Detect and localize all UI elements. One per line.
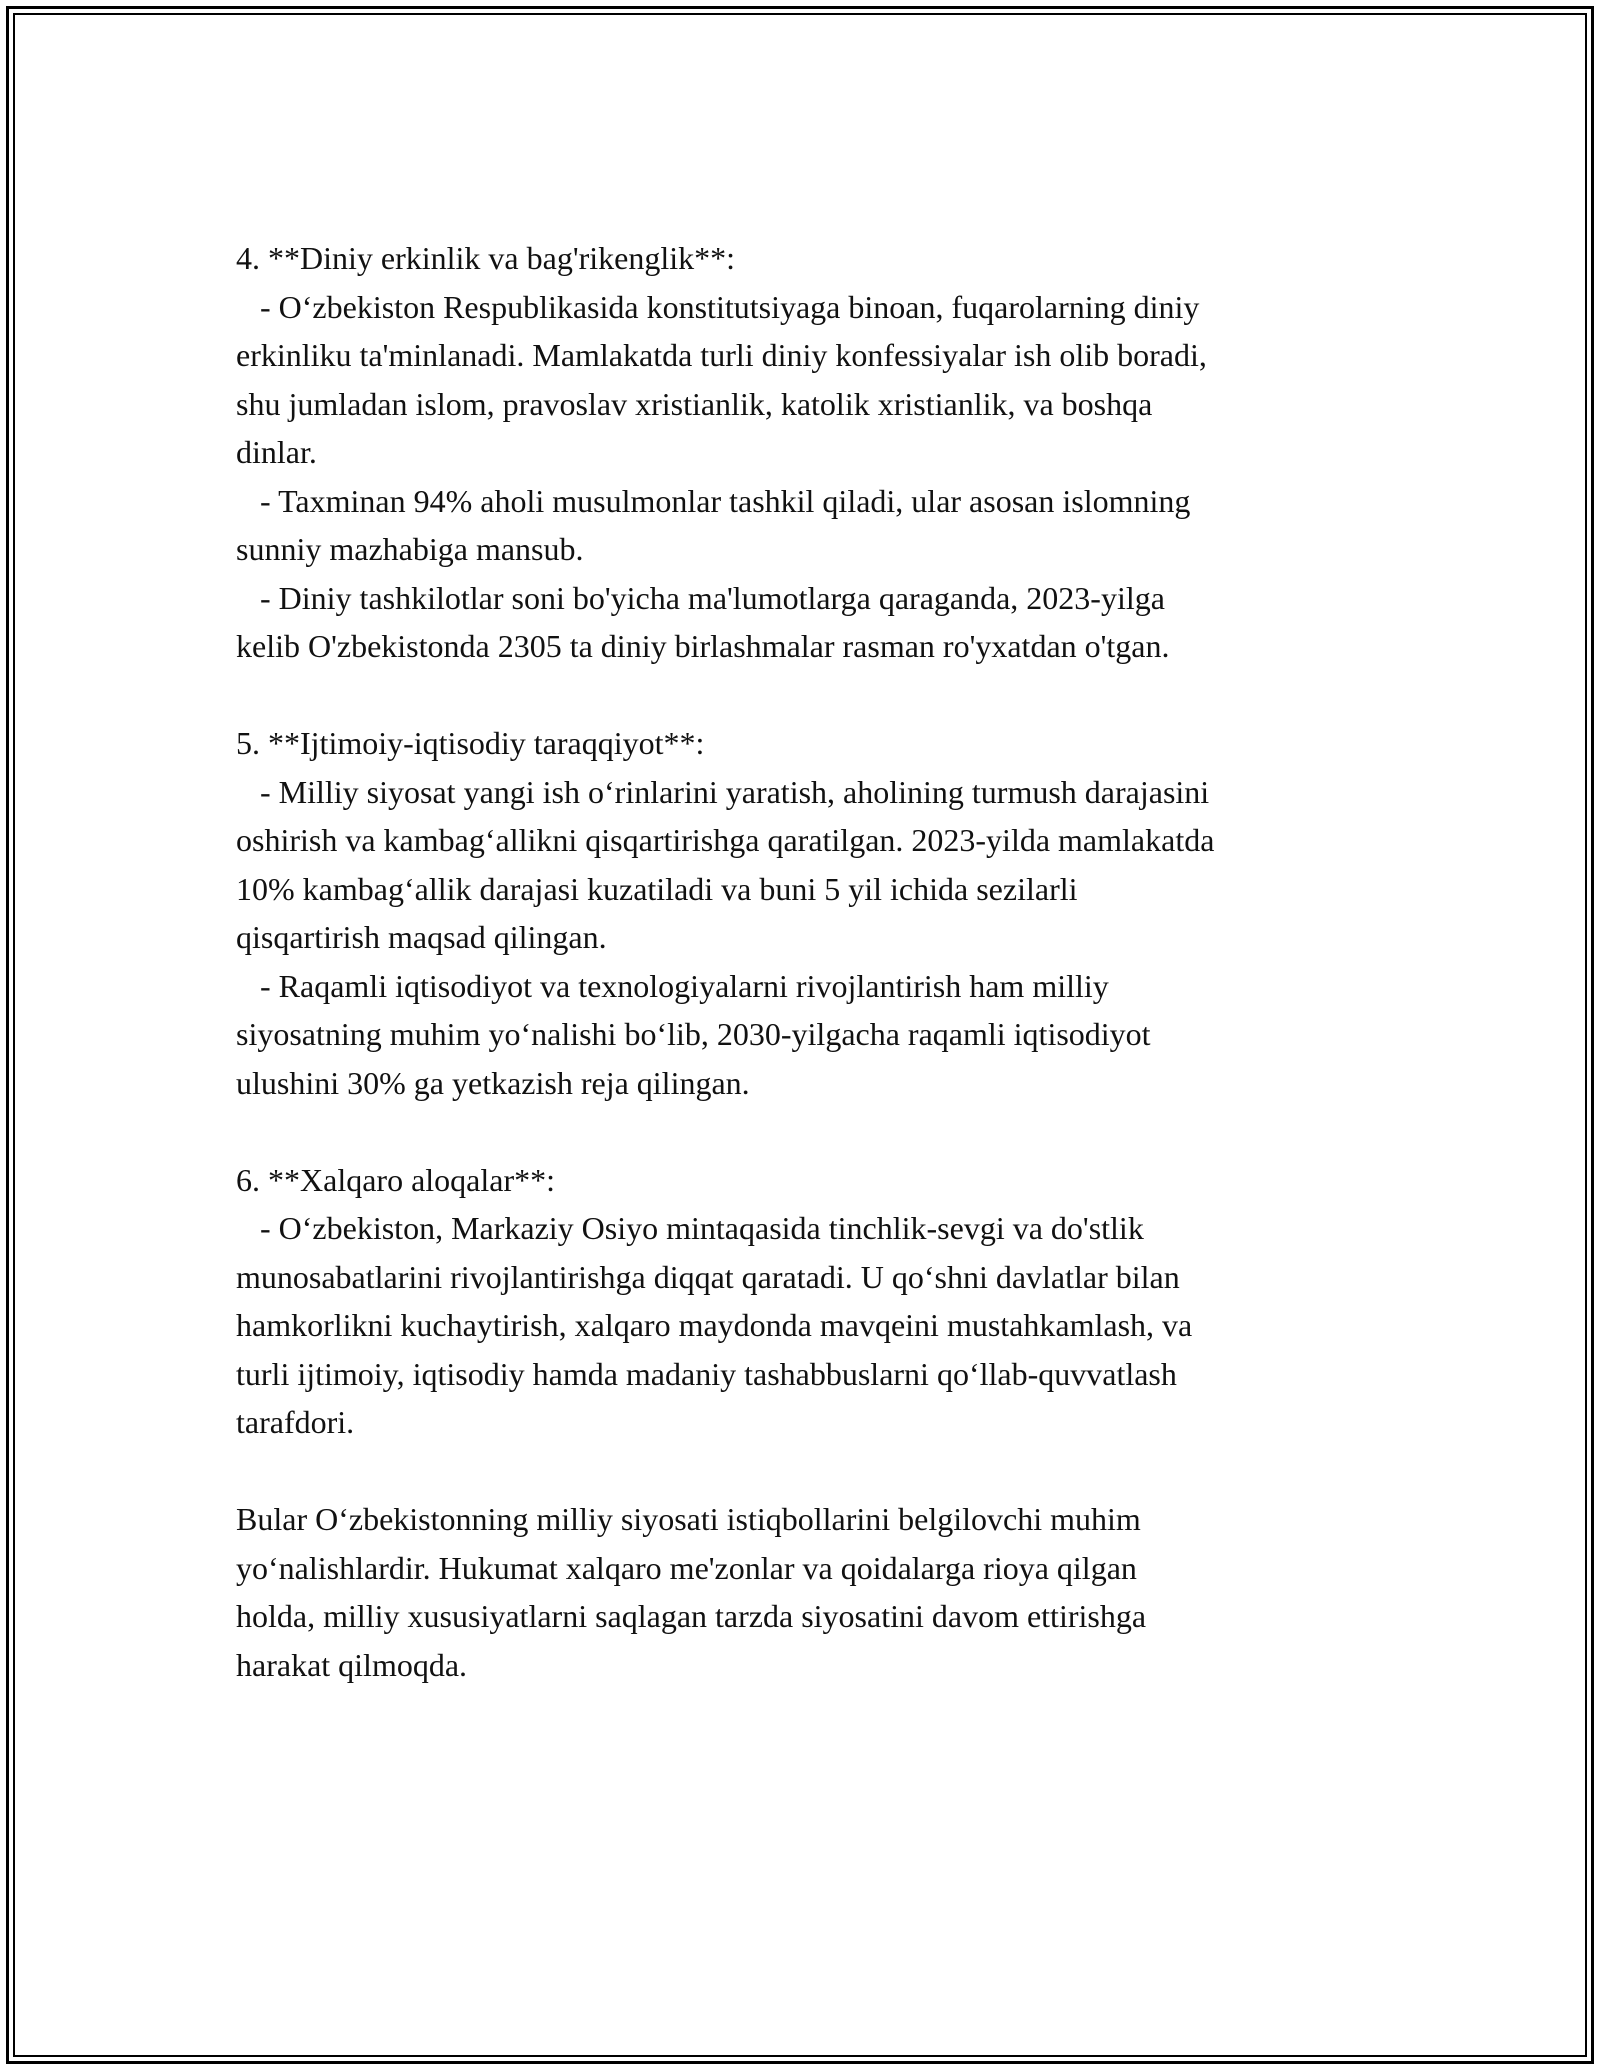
document-body [236, 234, 1376, 1689]
section-heading: 6. **Xalqaro aloqalar**: [236, 1161, 555, 1198]
paragraph-line: - Diniy tashkilotlar soni bo'yicha ma'lumotlarga qaraganda, 2023-yilga [236, 579, 1165, 616]
paragraph-line: - O‘zbekiston Respublikasida konstitutsiyaga binoan, fuqarolarning diniy [236, 288, 1200, 325]
section-socioeconomic [236, 719, 1376, 1107]
paragraph-line: erkinliku ta'minlanadi. Mamlakatda turli diniy konfessiyalar ish olib boradi, [236, 337, 1207, 373]
paragraph-line: holda, milliy xususiyatlarni saqlagan tarzda siyosatini davom ettirishga [236, 1598, 1147, 1634]
paragraph-line: turli ijtimoiy, iqtisodiy hamda madaniy tashabbuslarni qo‘llab-quvvatlash [236, 1355, 1177, 1392]
paragraph-line: - Milliy siyosat yangi ish o‘rinlarini yaratish, aholining turmush darajasini [236, 773, 1210, 810]
paragraph-line: hamkorlikni kuchaytirish, xalqaro maydonda mavqeini mustahkamlash, va [236, 1307, 1193, 1343]
section-international-relations [236, 1156, 1376, 1447]
paragraph-line: harakat qilmoqda. [236, 1646, 468, 1683]
paragraph-line: - Taxminan 94% aholi musulmonlar tashkil qiladi, ular asosan islomning [236, 482, 1191, 519]
paragraph-gap [236, 1447, 1376, 1496]
section-heading: 4. **Diniy erkinlik va bag'rikenglik**: [236, 240, 736, 276]
paragraph-line: 10% kambag‘allik darajasi kuzatiladi va buni 5 yil ichida sezilarli [236, 870, 1078, 907]
section-religious-freedom [236, 234, 1376, 671]
paragraph-gap [236, 1107, 1376, 1156]
paragraph-line: Bular O‘zbekistonning milliy siyosati istiqbollarini belgilovchi muhim [236, 1501, 1141, 1537]
paragraph-line: - O‘zbekiston, Markaziy Osiyo mintaqasida tinchlik-sevgi va do'stlik [236, 1210, 1144, 1246]
paragraph-line: ulushini 30% ga yetkazish reja qilingan. [236, 1064, 750, 1101]
paragraph-line: qisqartirish maqsad qilingan. [236, 919, 607, 955]
paragraph-line: siyosatning muhim yo‘nalishi bo‘lib, 2030-yilgacha raqamli iqtisodiyot [236, 1016, 1151, 1052]
section-heading: 5. **Ijtimoiy-iqtisodiy taraqqiyot**: [236, 725, 705, 761]
paragraph-line: yo‘nalishlardir. Hukumat xalqaro me'zonlar va qoidalarga rioya qilgan [236, 1549, 1137, 1586]
paragraph-line: munosabatlarini rivojlantirishga diqqat qaratadi. U qo‘shni davlatlar bilan [236, 1258, 1180, 1295]
paragraph-line: tarafdori. [236, 1404, 355, 1440]
conclusion-paragraph [236, 1495, 1376, 1689]
paragraph-line: shu jumladan islom, pravoslav xristianlik, katolik xristianlik, va boshqa [236, 385, 1153, 422]
paragraph-line: dinlar. [236, 434, 317, 470]
paragraph-line: kelib O'zbekistonda 2305 ta diniy birlashmalar rasman ro'yxatdan o'tgan. [236, 628, 1170, 664]
paragraph-line: sunniy mazhabiga mansub. [236, 531, 584, 567]
paragraph-line: oshirish va kambag‘allikni qisqartirishga qaratilgan. 2023-yilda mamlakatda [236, 822, 1215, 858]
paragraph-gap [236, 671, 1376, 720]
paragraph-line: - Raqamli iqtisodiyot va texnologiyalarni rivojlantirish ham milliy [236, 967, 1109, 1004]
